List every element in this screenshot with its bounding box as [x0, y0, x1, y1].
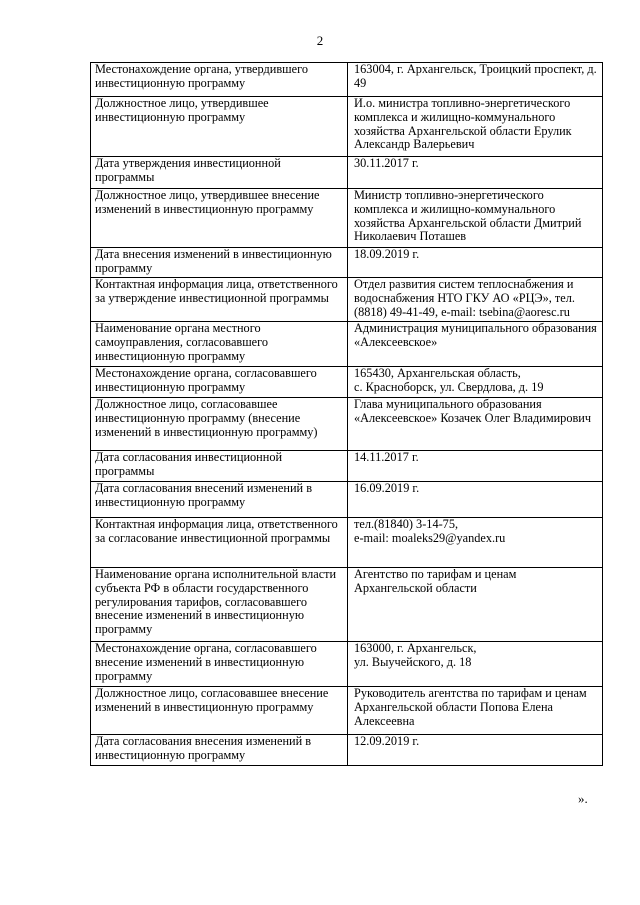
row-label: Местонахождение органа, утвердившего инвестиционную программу: [91, 63, 348, 97]
row-value: Глава муниципального образования «Алексеевское» Козачек Олег Владимирович: [348, 398, 603, 451]
table-row: [91, 248, 603, 278]
row-value: 30.11.2017 г.: [348, 157, 603, 189]
row-value: Администрация муниципального образования «Алексеевское»: [348, 322, 603, 367]
table-row: [91, 398, 603, 451]
table-row: [91, 157, 603, 189]
row-label: Дата согласования внесений изменений в инвестиционную программу: [91, 482, 348, 518]
row-label: Контактная информация лица, ответственного за утверждение инвестиционной программы: [91, 278, 348, 322]
row-value: Отдел развития систем теплоснабжения и водоснабжения НТО ГКУ АО «РЦЭ», тел. (8818) 49-41-49, e-mail: tsebina@aoresc.ru: [348, 278, 603, 322]
page-number: 2: [316, 33, 324, 48]
row-value: Руководитель агентства по тарифам и ценам Архангельской области Попова Елена Алексеевна: [348, 687, 603, 735]
row-label: Дата утверждения инвестиционной программы: [91, 157, 348, 189]
row-value: И.о. министра топливно-энергетического комплекса и жилищно-коммунального хозяйства Архангельской области Ерулик Александр Валерьевич: [348, 97, 603, 157]
table-row: [91, 482, 603, 518]
row-value: 16.09.2019 г.: [348, 482, 603, 518]
row-value: 12.09.2019 г.: [348, 735, 603, 766]
row-label: Дата согласования инвестиционной программы: [91, 451, 348, 482]
row-value: 18.09.2019 г.: [348, 248, 603, 278]
row-value: тел.(81840) 3-14-75, e-mail: moaleks29@yandex.ru: [348, 518, 603, 568]
row-label: Должностное лицо, согласовавшее внесение изменений в инвестиционную программу: [91, 687, 348, 735]
closing-quote: ».: [578, 791, 588, 806]
table-row: [91, 568, 603, 642]
table-row: [91, 189, 603, 248]
row-value: 163000, г. Архангельск, ул. Выучейского, д. 18: [348, 642, 603, 687]
table-row: [91, 322, 603, 367]
row-value: 165430, Архангельская область, с. Красноборск, ул. Свердлова, д. 19: [348, 367, 603, 398]
row-label: Должностное лицо, согласовавшее инвестиционную программу (внесение изменений в инвестиционную программу): [91, 398, 348, 451]
row-label: Должностное лицо, утвердившее инвестиционную программу: [91, 97, 348, 157]
table-row: [91, 367, 603, 398]
table-row: [91, 735, 603, 766]
row-label: Дата согласования внесения изменений в инвестиционную программу: [91, 735, 348, 766]
table-row: [91, 278, 603, 322]
row-label: Местонахождение органа, согласовавшего инвестиционную программу: [91, 367, 348, 398]
table-row: [91, 451, 603, 482]
row-value: 14.11.2017 г.: [348, 451, 603, 482]
row-label: Должностное лицо, утвердившее внесение изменений в инвестиционную программу: [91, 189, 348, 248]
investment-program-table: [90, 62, 603, 766]
table-row: [91, 642, 603, 687]
row-label: Контактная информация лица, ответственного за согласование инвестиционной программы: [91, 518, 348, 568]
row-label: Наименование органа исполнительной власти субъекта РФ в области государственного регулирования тарифов, согласовавшего внесение изменений в инвестиционную программу: [91, 568, 348, 642]
table-row: [91, 97, 603, 157]
row-label: Дата внесения изменений в инвестиционную программу: [91, 248, 348, 278]
row-value: Агентство по тарифам и ценам Архангельской области: [348, 568, 603, 642]
row-value: 163004, г. Архангельск, Троицкий проспект, д. 49: [348, 63, 603, 97]
row-label: Наименование органа местного самоуправления, согласовавшего инвестиционную программу: [91, 322, 348, 367]
table-row: [91, 63, 603, 97]
row-label: Местонахождение органа, согласовавшего внесение изменений в инвестиционную программу: [91, 642, 348, 687]
row-value: Министр топливно-энергетического комплекса и жилищно-коммунального хозяйства Архангельской области Дмитрий Николаевич Поташев: [348, 189, 603, 248]
table-row: [91, 518, 603, 568]
table-row: [91, 687, 603, 735]
